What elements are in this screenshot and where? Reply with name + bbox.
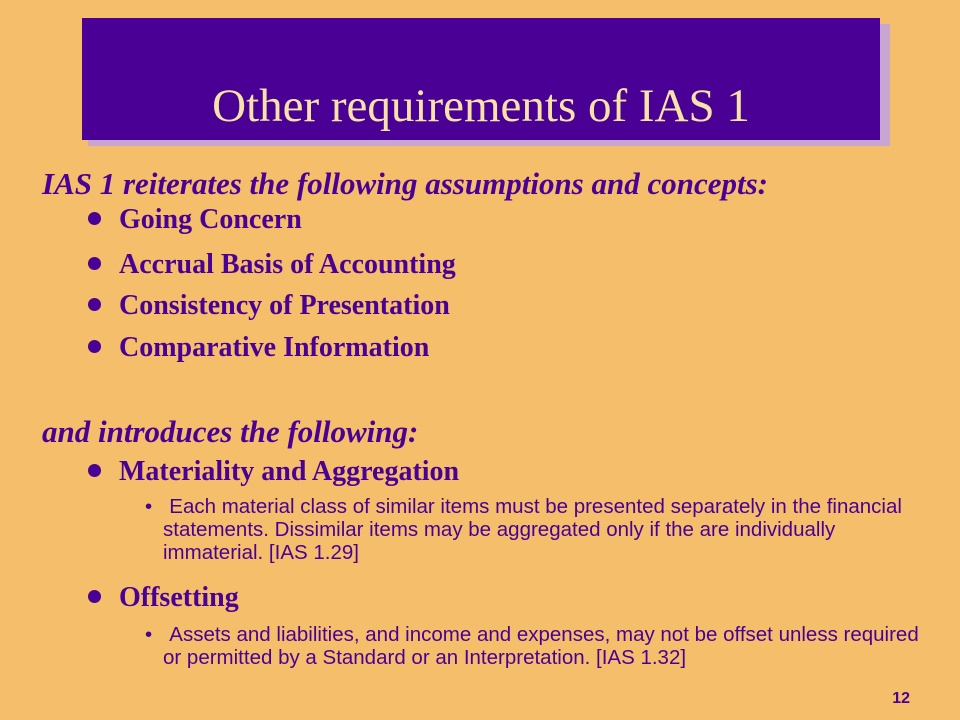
concept-label: Going Concern <box>119 204 302 235</box>
new-heading: and introduces the following: <box>42 414 419 449</box>
bullet-icon <box>88 257 101 270</box>
new-item <box>88 582 239 614</box>
concept-item <box>88 332 429 364</box>
new-item-detail-text: Assets and liabilities, and income and expenses, may not be offset unless required or permitted by a Standard or an Interpretation. [IAS 1.32] <box>163 623 919 669</box>
intro-heading: IAS 1 reiterates the following assumptions and concepts: <box>42 166 769 201</box>
page-number: 12 <box>892 690 910 707</box>
new-item <box>88 456 459 488</box>
new-item-label: Offsetting <box>119 582 239 613</box>
new-item-label: Materiality and Aggregation <box>119 456 460 487</box>
bullet-icon <box>88 340 101 353</box>
concept-item <box>88 249 456 281</box>
slide-title: Other requirements of IAS 1 <box>212 80 750 132</box>
bullet-icon <box>88 590 101 603</box>
new-item-detail-text: Each material class of similar items must be presented separately in the financial statements. Dissimilar items may be aggregated only if the are individually immaterial. [IAS 1.29] <box>163 495 902 564</box>
new-item-detail <box>145 495 923 564</box>
sub-bullet-icon: • <box>145 623 153 646</box>
bullet-icon <box>88 464 101 477</box>
sub-bullet-icon: • <box>145 495 153 518</box>
concept-label: Comparative Information <box>119 332 430 363</box>
bullet-icon <box>88 298 101 311</box>
concept-item <box>88 290 450 322</box>
concept-label: Consistency of Presentation <box>119 290 450 321</box>
bullet-icon <box>88 212 101 225</box>
new-item-detail <box>145 623 923 669</box>
concept-label: Accrual Basis of Accounting <box>119 249 456 280</box>
concept-item <box>88 204 302 236</box>
